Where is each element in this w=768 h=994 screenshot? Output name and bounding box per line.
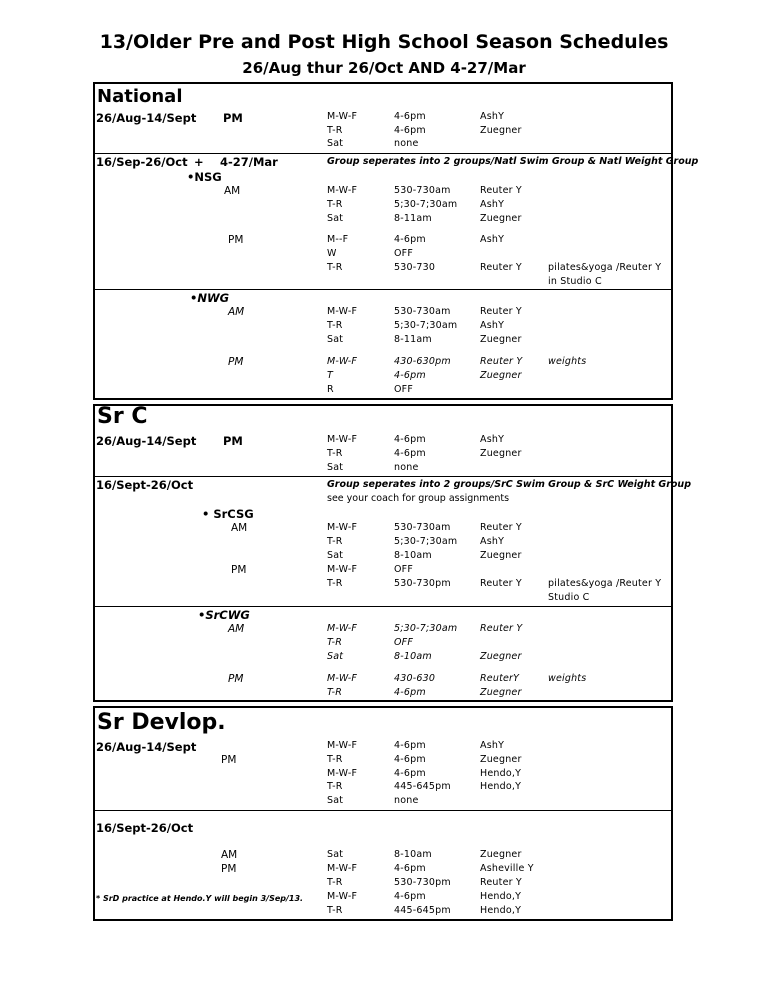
table-cell: Zuegner bbox=[480, 849, 522, 860]
table-row: T bbox=[327, 370, 334, 381]
srd-footnote: * SrD practice at Hendo.Y will begin 3/Sep/13. bbox=[96, 894, 304, 903]
table-cell: OFF bbox=[394, 248, 414, 259]
table-cell: 5;30-7;30am bbox=[394, 199, 458, 210]
table-cell: Zuegner bbox=[480, 687, 522, 698]
table-cell: Zuegner bbox=[480, 550, 522, 561]
table-cell: Reuter Y bbox=[480, 306, 522, 317]
table-cell: Zuegner bbox=[480, 448, 522, 459]
srd-period-2: 16/Sept-26/Oct bbox=[96, 821, 194, 835]
nsg-extra-2: in Studio C bbox=[548, 276, 602, 287]
table-row: M-W-F bbox=[327, 891, 358, 902]
srcwg-weights: weights bbox=[548, 673, 587, 684]
table-cell: 430-630pm bbox=[394, 356, 451, 367]
national-section bbox=[93, 82, 673, 400]
table-row: T-R bbox=[327, 578, 343, 589]
table-cell: 8-11am bbox=[394, 334, 432, 345]
table-row: M-W-F bbox=[327, 522, 358, 533]
table-row: M-W-F bbox=[327, 356, 358, 367]
table-cell: 530-730 bbox=[394, 262, 436, 273]
table-cell: Hendo,Y bbox=[480, 768, 522, 779]
src-heading: Sr C bbox=[97, 404, 148, 429]
national-plus: + bbox=[194, 155, 204, 169]
table-cell: 4-6pm bbox=[394, 125, 426, 136]
table-cell: Zuegner bbox=[480, 754, 522, 765]
table-row: T-R bbox=[327, 781, 343, 792]
table-row: M-W-F bbox=[327, 185, 358, 196]
table-cell: 4-6pm bbox=[394, 891, 426, 902]
table-cell: 5;30-7;30am bbox=[394, 623, 458, 634]
table-row: M-W-F bbox=[327, 740, 358, 751]
src-period-1: 26/Aug-14/Sept bbox=[96, 434, 197, 448]
table-cell: AshY bbox=[480, 536, 505, 547]
table-cell: 530-730am bbox=[394, 522, 451, 533]
table-cell: Zuegner bbox=[480, 370, 522, 381]
table-row: R bbox=[327, 384, 334, 395]
nsg-pm-label: PM bbox=[228, 234, 244, 246]
national-period-2: 16/Sep-26/Oct bbox=[96, 155, 188, 169]
table-cell: 8-10am bbox=[394, 849, 432, 860]
nwg-pm-label: PM bbox=[228, 356, 244, 368]
src-section bbox=[93, 404, 673, 702]
table-cell: AshY bbox=[480, 740, 505, 751]
srcsg-am-label: AM bbox=[231, 522, 248, 534]
srd-pm-label: PM bbox=[221, 754, 237, 766]
table-cell: 445-645pm bbox=[394, 905, 451, 916]
table-row: T-R bbox=[327, 125, 343, 136]
table-row: M-W-F bbox=[327, 564, 358, 575]
national-pm-label: PM bbox=[223, 111, 243, 125]
srcwg-am-label: AM bbox=[228, 623, 245, 635]
table-row: T-R bbox=[327, 262, 343, 273]
table-cell: Zuegner bbox=[480, 213, 522, 224]
table-cell: AshY bbox=[480, 320, 505, 331]
srd-period-1: 26/Aug-14/Sept bbox=[96, 740, 197, 754]
table-cell: Reuter Y bbox=[480, 877, 522, 888]
table-cell: 4-6pm bbox=[394, 370, 426, 381]
page-title: 13/Older Pre and Post High School Season Schedules bbox=[99, 31, 669, 53]
table-cell: 4-6pm bbox=[394, 234, 426, 245]
table-row: T-R bbox=[327, 877, 343, 888]
table-row: T-R bbox=[327, 637, 343, 648]
table-cell: Reuter Y bbox=[480, 356, 523, 367]
table-cell: Hendo,Y bbox=[480, 905, 522, 916]
table-cell: OFF bbox=[394, 637, 414, 648]
srcwg-label: •SrCWG bbox=[198, 608, 250, 622]
src-divider-2 bbox=[93, 606, 673, 607]
table-cell: 5;30-7;30am bbox=[394, 320, 458, 331]
nsg-am-label: AM bbox=[224, 185, 241, 197]
table-cell: AshY bbox=[480, 111, 505, 122]
table-cell: 4-6pm bbox=[394, 687, 426, 698]
table-row: T-R bbox=[327, 448, 343, 459]
src-period-2: 16/Sept-26/Oct bbox=[96, 478, 194, 492]
table-row: Sat bbox=[327, 462, 344, 473]
table-row: M-W-F bbox=[327, 623, 358, 634]
srd-section bbox=[93, 706, 673, 921]
table-cell: Hendo,Y bbox=[480, 891, 522, 902]
src-pm-label: PM bbox=[223, 434, 243, 448]
nwg-label: •NWG bbox=[190, 291, 230, 305]
table-cell: 5;30-7;30am bbox=[394, 536, 458, 547]
table-row: Sat bbox=[327, 849, 344, 860]
table-cell: 530-730pm bbox=[394, 578, 451, 589]
srd-divider-1 bbox=[93, 810, 673, 811]
table-cell: Reuter Y bbox=[480, 522, 522, 533]
table-cell: 4-6pm bbox=[394, 434, 426, 445]
table-cell: ReuterY bbox=[480, 673, 520, 684]
table-cell: 8-10am bbox=[394, 550, 432, 561]
src-group-note: Group seperates into 2 groups/SrC Swim Group & SrC Weight Group bbox=[327, 479, 691, 490]
table-row: M-W-F bbox=[327, 111, 358, 122]
table-row: T-R bbox=[327, 754, 343, 765]
national-divider-1 bbox=[93, 153, 673, 154]
srcwg-pm-label: PM bbox=[228, 673, 244, 685]
srd-heading: Sr Devlop. bbox=[97, 710, 226, 735]
national-divider-2 bbox=[93, 289, 673, 290]
table-cell: AshY bbox=[480, 234, 505, 245]
nwg-am-label: AM bbox=[228, 306, 245, 318]
table-cell: 8-10am bbox=[394, 651, 432, 662]
table-row: T-R bbox=[327, 687, 343, 698]
table-cell: 445-645pm bbox=[394, 781, 451, 792]
national-period-1: 26/Aug-14/Sept bbox=[96, 111, 197, 125]
table-row: Sat bbox=[327, 550, 344, 561]
table-cell: 4-6pm bbox=[394, 111, 426, 122]
table-row: M-W-F bbox=[327, 768, 358, 779]
table-row: W bbox=[327, 248, 337, 259]
table-row: M--F bbox=[327, 234, 349, 245]
table-cell: 4-6pm bbox=[394, 740, 426, 751]
table-cell: Reuter Y bbox=[480, 578, 522, 589]
table-cell: 4-6pm bbox=[394, 768, 426, 779]
table-row: Sat bbox=[327, 651, 344, 662]
table-cell: Asheville Y bbox=[480, 863, 534, 874]
src-divider-1 bbox=[93, 476, 673, 477]
srcsg-extra-1: pilates&yoga /Reuter Y bbox=[548, 578, 662, 589]
table-row: M-W-F bbox=[327, 434, 358, 445]
table-cell: OFF bbox=[394, 564, 414, 575]
table-row: T-R bbox=[327, 905, 343, 916]
srd-am-label: AM bbox=[221, 849, 238, 861]
table-cell: Reuter Y bbox=[480, 185, 522, 196]
table-cell: Reuter Y bbox=[480, 623, 523, 634]
nwg-weights: weights bbox=[548, 356, 587, 367]
national-group-note: Group seperates into 2 groups/Natl Swim Group & Natl Weight Group bbox=[327, 156, 699, 167]
table-cell: 8-11am bbox=[394, 213, 432, 224]
table-cell: AshY bbox=[480, 199, 505, 210]
table-cell: none bbox=[394, 795, 419, 806]
table-row: Sat bbox=[327, 138, 344, 149]
table-row: T-R bbox=[327, 199, 343, 210]
table-row: Sat bbox=[327, 334, 344, 345]
table-cell: Reuter Y bbox=[480, 262, 522, 273]
table-cell: none bbox=[394, 462, 419, 473]
table-row: T-R bbox=[327, 536, 343, 547]
table-cell: none bbox=[394, 138, 419, 149]
srcsg-extra-2: Studio C bbox=[548, 592, 590, 603]
table-cell: 430-630 bbox=[394, 673, 436, 684]
src-group-note-2: see your coach for group assignments bbox=[327, 493, 510, 504]
table-cell: 4-6pm bbox=[394, 754, 426, 765]
table-row: Sat bbox=[327, 213, 344, 224]
table-cell: OFF bbox=[394, 384, 414, 395]
table-cell: Zuegner bbox=[480, 125, 522, 136]
table-cell: 530-730am bbox=[394, 185, 451, 196]
table-cell: 4-6pm bbox=[394, 863, 426, 874]
srcsg-label: • SrCSG bbox=[202, 507, 254, 521]
srd-pm-label-2: PM bbox=[221, 863, 237, 875]
srcsg-pm-label: PM bbox=[231, 564, 247, 576]
table-cell: AshY bbox=[480, 434, 505, 445]
national-period-2b: 4-27/Mar bbox=[220, 155, 278, 169]
table-row: M-W-F bbox=[327, 306, 358, 317]
table-cell: 530-730pm bbox=[394, 877, 451, 888]
table-cell: Zuegner bbox=[480, 651, 522, 662]
table-cell: 4-6pm bbox=[394, 448, 426, 459]
national-heading: National bbox=[97, 86, 183, 107]
table-row: Sat bbox=[327, 795, 344, 806]
table-row: T-R bbox=[327, 320, 343, 331]
page-subtitle: 26/Aug thur 26/Oct AND 4-27/Mar bbox=[242, 59, 526, 77]
table-row: M-W-F bbox=[327, 673, 358, 684]
table-cell: Zuegner bbox=[480, 334, 522, 345]
table-cell: Hendo,Y bbox=[480, 781, 522, 792]
table-row: M-W-F bbox=[327, 863, 358, 874]
table-cell: 530-730am bbox=[394, 306, 451, 317]
nsg-extra-1: pilates&yoga /Reuter Y bbox=[548, 262, 662, 273]
nsg-label: •NSG bbox=[187, 170, 222, 184]
